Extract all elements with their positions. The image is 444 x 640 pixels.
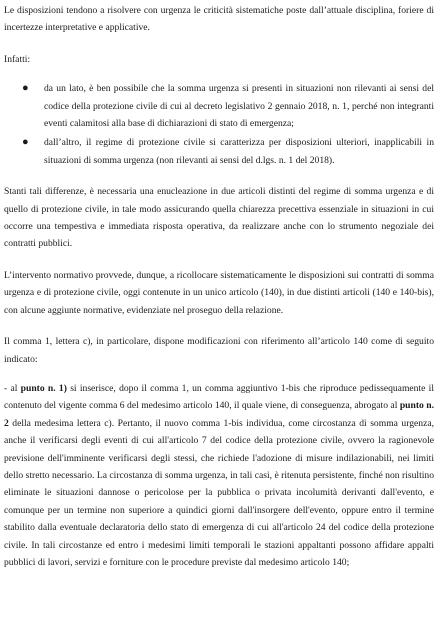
intro-paragraph: Le disposizioni tendono a risolvere con urgenza le criticità sistematiche poste dall’attuale disciplina, foriere di incertezze interpretative e applicative.: [4, 5, 434, 34]
text-run: - al: [4, 382, 21, 394]
bullet-icon: ●: [22, 82, 29, 95]
paragraph-comma-1: Il comma 1, lettera c), in particolare, dispone modificazioni con riferimento all’articolo 140 come di seguito indicato:: [4, 336, 434, 365]
paragraph-differenze: Stanti tali differenze, è necessaria una enucleazione in due articoli distinti del regime di somma urgenza e di quello di protezione civile, in tale modo assicurando quella chiarezza precettiva essenziale in situazioni in cui occorre una tempestiva e immediata risposta operativa, da realizzare anche con lo strumento negoziale dei contratti pubblici.: [4, 186, 434, 250]
bullet-list: [4, 80, 434, 169]
paragraph-intervento: L’intervento normativo provvede, dunque, a ricollocare sistematicamente le disposizioni sui contratti di somma urgenza e di protezione civile, oggi contenute in un unico articolo (140), in due distinti articoli (140 e 140-bis), con alcune aggiunte normative, evidenziate nel proseguo della relazione.: [4, 269, 434, 316]
list-item-text: dall’altro, il regime di protezione civile si caratterizza per disposizioni ulteriori, inapplicabili in situazioni di somma urgenza (non rilevanti ai sensi del d.lgs. n. 1 del 2018).: [44, 137, 434, 166]
paragraph-punto-1: [4, 380, 434, 571]
bold-run: punto n. 2: [4, 400, 434, 429]
list-item: [4, 80, 434, 132]
bold-run: punto n. 1): [20, 382, 67, 394]
list-item-text: da un lato, è ben possibile che la somma urgenza si presenti in situazioni non rilevanti ai sensi del codice della protezione civile di cui al decreto legislativo 2 gennaio 2018, n. 1, perché non integranti eventi calamitosi alla base di dichiarazioni di stato di emergenza;: [44, 83, 434, 130]
text-run: della medesima lettera c). Pertanto, il nuovo comma 1-bis individua, come circostanza di somma urgenza, anche il verificarsi degli eventi di cui all'articolo 7 del codice della protezione civile, ovvero la ragionevole previsione dell'imminente verificarsi degli stessi, che richiede l'adozione di misure indilazionabili, nei limiti dello stretto necessario. La circostanza di somma urgenza, in tali casi, è ritenuta persistente, finché non risultino eliminate le situazioni dannose o pericolose per la pubblica o privata incolumità derivanti dall'evento, e comunque per un termine non superiore a quindici giorni dall'insorgere dell'evento, oppure entro il termine stabilito dalla eventuale declaratoria dello stato di emergenza di cui all'articolo 24 del codice della protezione civile. In tali circostanze ed entro i medesimi limiti temporali le stazioni appaltanti possono affidare appalti pubblici di lavori, servizi e forniture con le procedure previste dal medesimo articolo 140;: [4, 417, 434, 568]
infatti-heading: Infatti:: [4, 53, 31, 65]
list-item: [4, 134, 434, 169]
bullet-icon: ●: [22, 136, 29, 149]
text-run: si inserisce, dopo il comma 1, un comma aggiuntivo 1-bis che riproduce pedissequamente il contenuto del vigente comma 6 del medesimo articolo 140, il quale viene, di conseguenza, abrogato al: [4, 382, 434, 412]
